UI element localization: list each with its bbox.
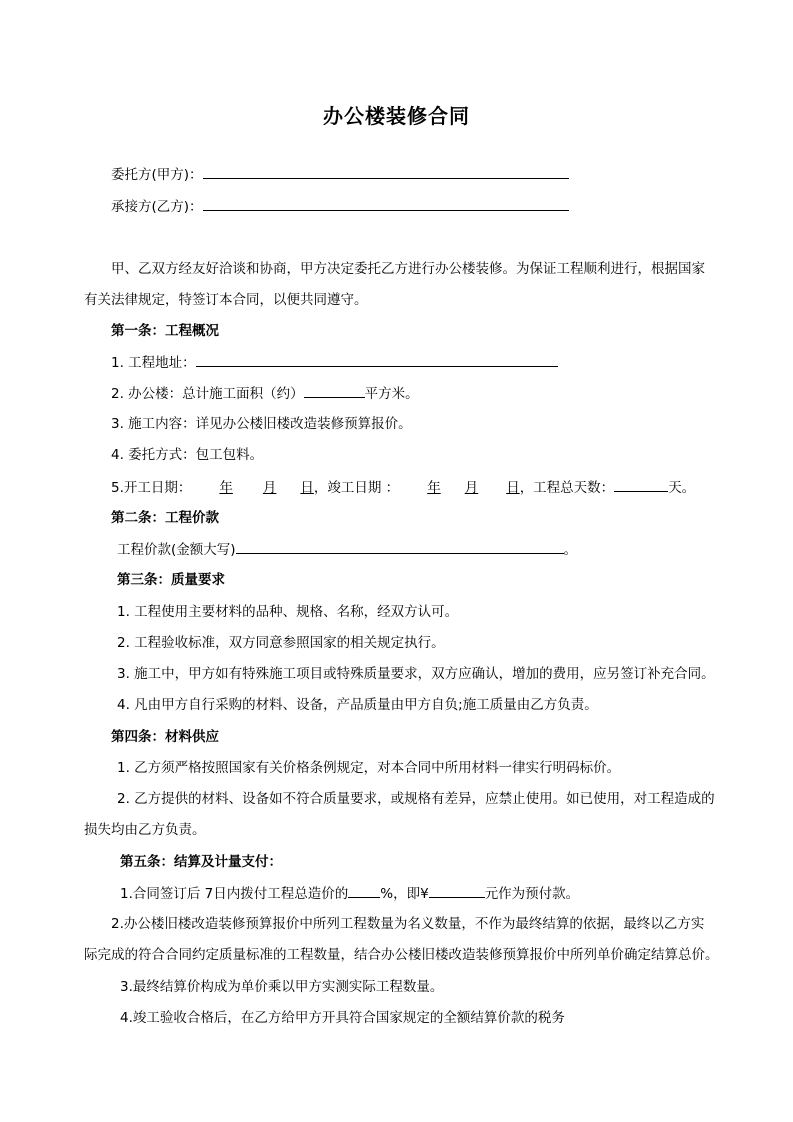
contractor-blank[interactable] (203, 196, 569, 211)
art3-item-4: 4. 凡由甲方自行采购的材料、设备，产品质量由甲方自负;施工质量由乙方负责。 (117, 697, 598, 713)
art5-item-3: 3.最终结算价构成为单价乘以甲方实测实际工程数量。 (120, 979, 444, 995)
art1-item-1-label: 1. 工程地址： (111, 355, 196, 371)
art3-item-2: 2. 工程验收标准，双方同意参照国家的相关规定执行。 (117, 635, 445, 651)
intro-line-2: 有关法律规定，特签订本合同，以便共同遵守。 (84, 292, 368, 308)
total-days-label: ，工程总天数： (519, 480, 615, 496)
percent-sign: %，即¥ (380, 886, 429, 902)
article-2-heading: 第二条：工程价款 (111, 510, 219, 526)
article-5-heading: 第五条：结算及计量支付： (120, 854, 282, 870)
contractor-line (111, 196, 569, 217)
page-title: 办公楼装修合同 (323, 104, 470, 128)
art1-item-5 (111, 477, 695, 498)
address-blank[interactable] (196, 352, 558, 367)
art3-item-3: 3. 施工中，甲方如有特殊施工项目或特殊质量要求，双方应确认，增加的费用，应另签订补充合同。 (117, 666, 715, 682)
art4-item-1: 1. 乙方须严格按照国家有关价格条例规定，对本合同中所用材料一律实行明码标价。 (117, 760, 621, 776)
start-day[interactable]: 日 (300, 480, 314, 496)
art5-item-2-line-1: 2.办公楼旧楼改造装修预算报价中所列工程数量为名义数量，不作为最终结算的依据，最终以乙方实 (111, 916, 705, 932)
advance-suffix: 元作为预付款。 (484, 886, 580, 902)
percent-blank[interactable] (348, 883, 380, 898)
intro-line-1: 甲、乙双方经友好洽谈和协商，甲方决定委托乙方进行办公楼装修。为保证工程顺利进行，根据国家 (111, 261, 705, 277)
art1-item-3: 3. 施工内容：详见办公楼旧楼改造装修预算报价。 (111, 416, 412, 432)
art3-item-1: 1. 工程使用主要材料的品种、规格、名称，经双方认可。 (117, 604, 459, 620)
end-date-label: ，竣工日期 ： (313, 480, 400, 496)
client-blank[interactable] (203, 164, 569, 179)
advance-label: 1.合同签订后 7日内拨付工程总造价的 (120, 886, 349, 902)
total-days-blank[interactable] (614, 477, 668, 492)
art1-item-1 (111, 352, 558, 373)
start-date-label: 5.开工日期： (111, 480, 192, 496)
article-3-heading: 第三条：质量要求 (117, 572, 225, 588)
contractor-label: 承接方(乙方)： (111, 199, 203, 215)
client-label: 委托方(甲方)： (111, 167, 203, 183)
art5-item-2-line-2: 际完成的符合合同约定质量标准的工程数量，结合办公楼旧楼改造装修预算报价中所列单价确定结算总价。 (84, 947, 719, 963)
end-day[interactable]: 日 (506, 480, 520, 496)
article-1-heading: 第一条：工程概况 (111, 323, 219, 339)
total-days-unit: 天。 (668, 480, 696, 496)
price-blank[interactable] (236, 539, 564, 554)
price-period: 。 (563, 542, 578, 558)
client-line (111, 164, 569, 185)
art1-item-2 (111, 383, 419, 404)
advance-amount-blank[interactable] (429, 883, 485, 898)
start-year[interactable]: 年 (219, 480, 233, 496)
end-year[interactable]: 年 (427, 480, 441, 496)
art4-item-2-line-1: 2. 乙方提供的材料、设备如不符合质量要求，或规格有差异，应禁止使用。如已使用，对工程造成的 (117, 791, 715, 807)
art5-item-4: 4.竣工验收合格后，在乙方给甲方开具符合国家规定的全额结算价款的税务 (120, 1010, 565, 1026)
art1-item-4: 4. 委托方式：包工包料。 (111, 447, 264, 463)
price-label: 工程价款(金额大写) (117, 542, 236, 558)
end-month[interactable]: 月 (464, 480, 479, 496)
area-blank[interactable] (304, 383, 365, 398)
art4-item-2-line-2: 损失均由乙方负责。 (84, 822, 206, 838)
art1-item-2-unit: 平方米。 (364, 386, 419, 402)
art1-item-2-label: 2. 办公楼：总计施工面积（约） (111, 386, 304, 402)
art2-price-line (117, 539, 577, 560)
article-4-heading: 第四条：材料供应 (111, 729, 219, 745)
start-month[interactable]: 月 (262, 480, 277, 496)
art5-item-1 (120, 883, 579, 904)
